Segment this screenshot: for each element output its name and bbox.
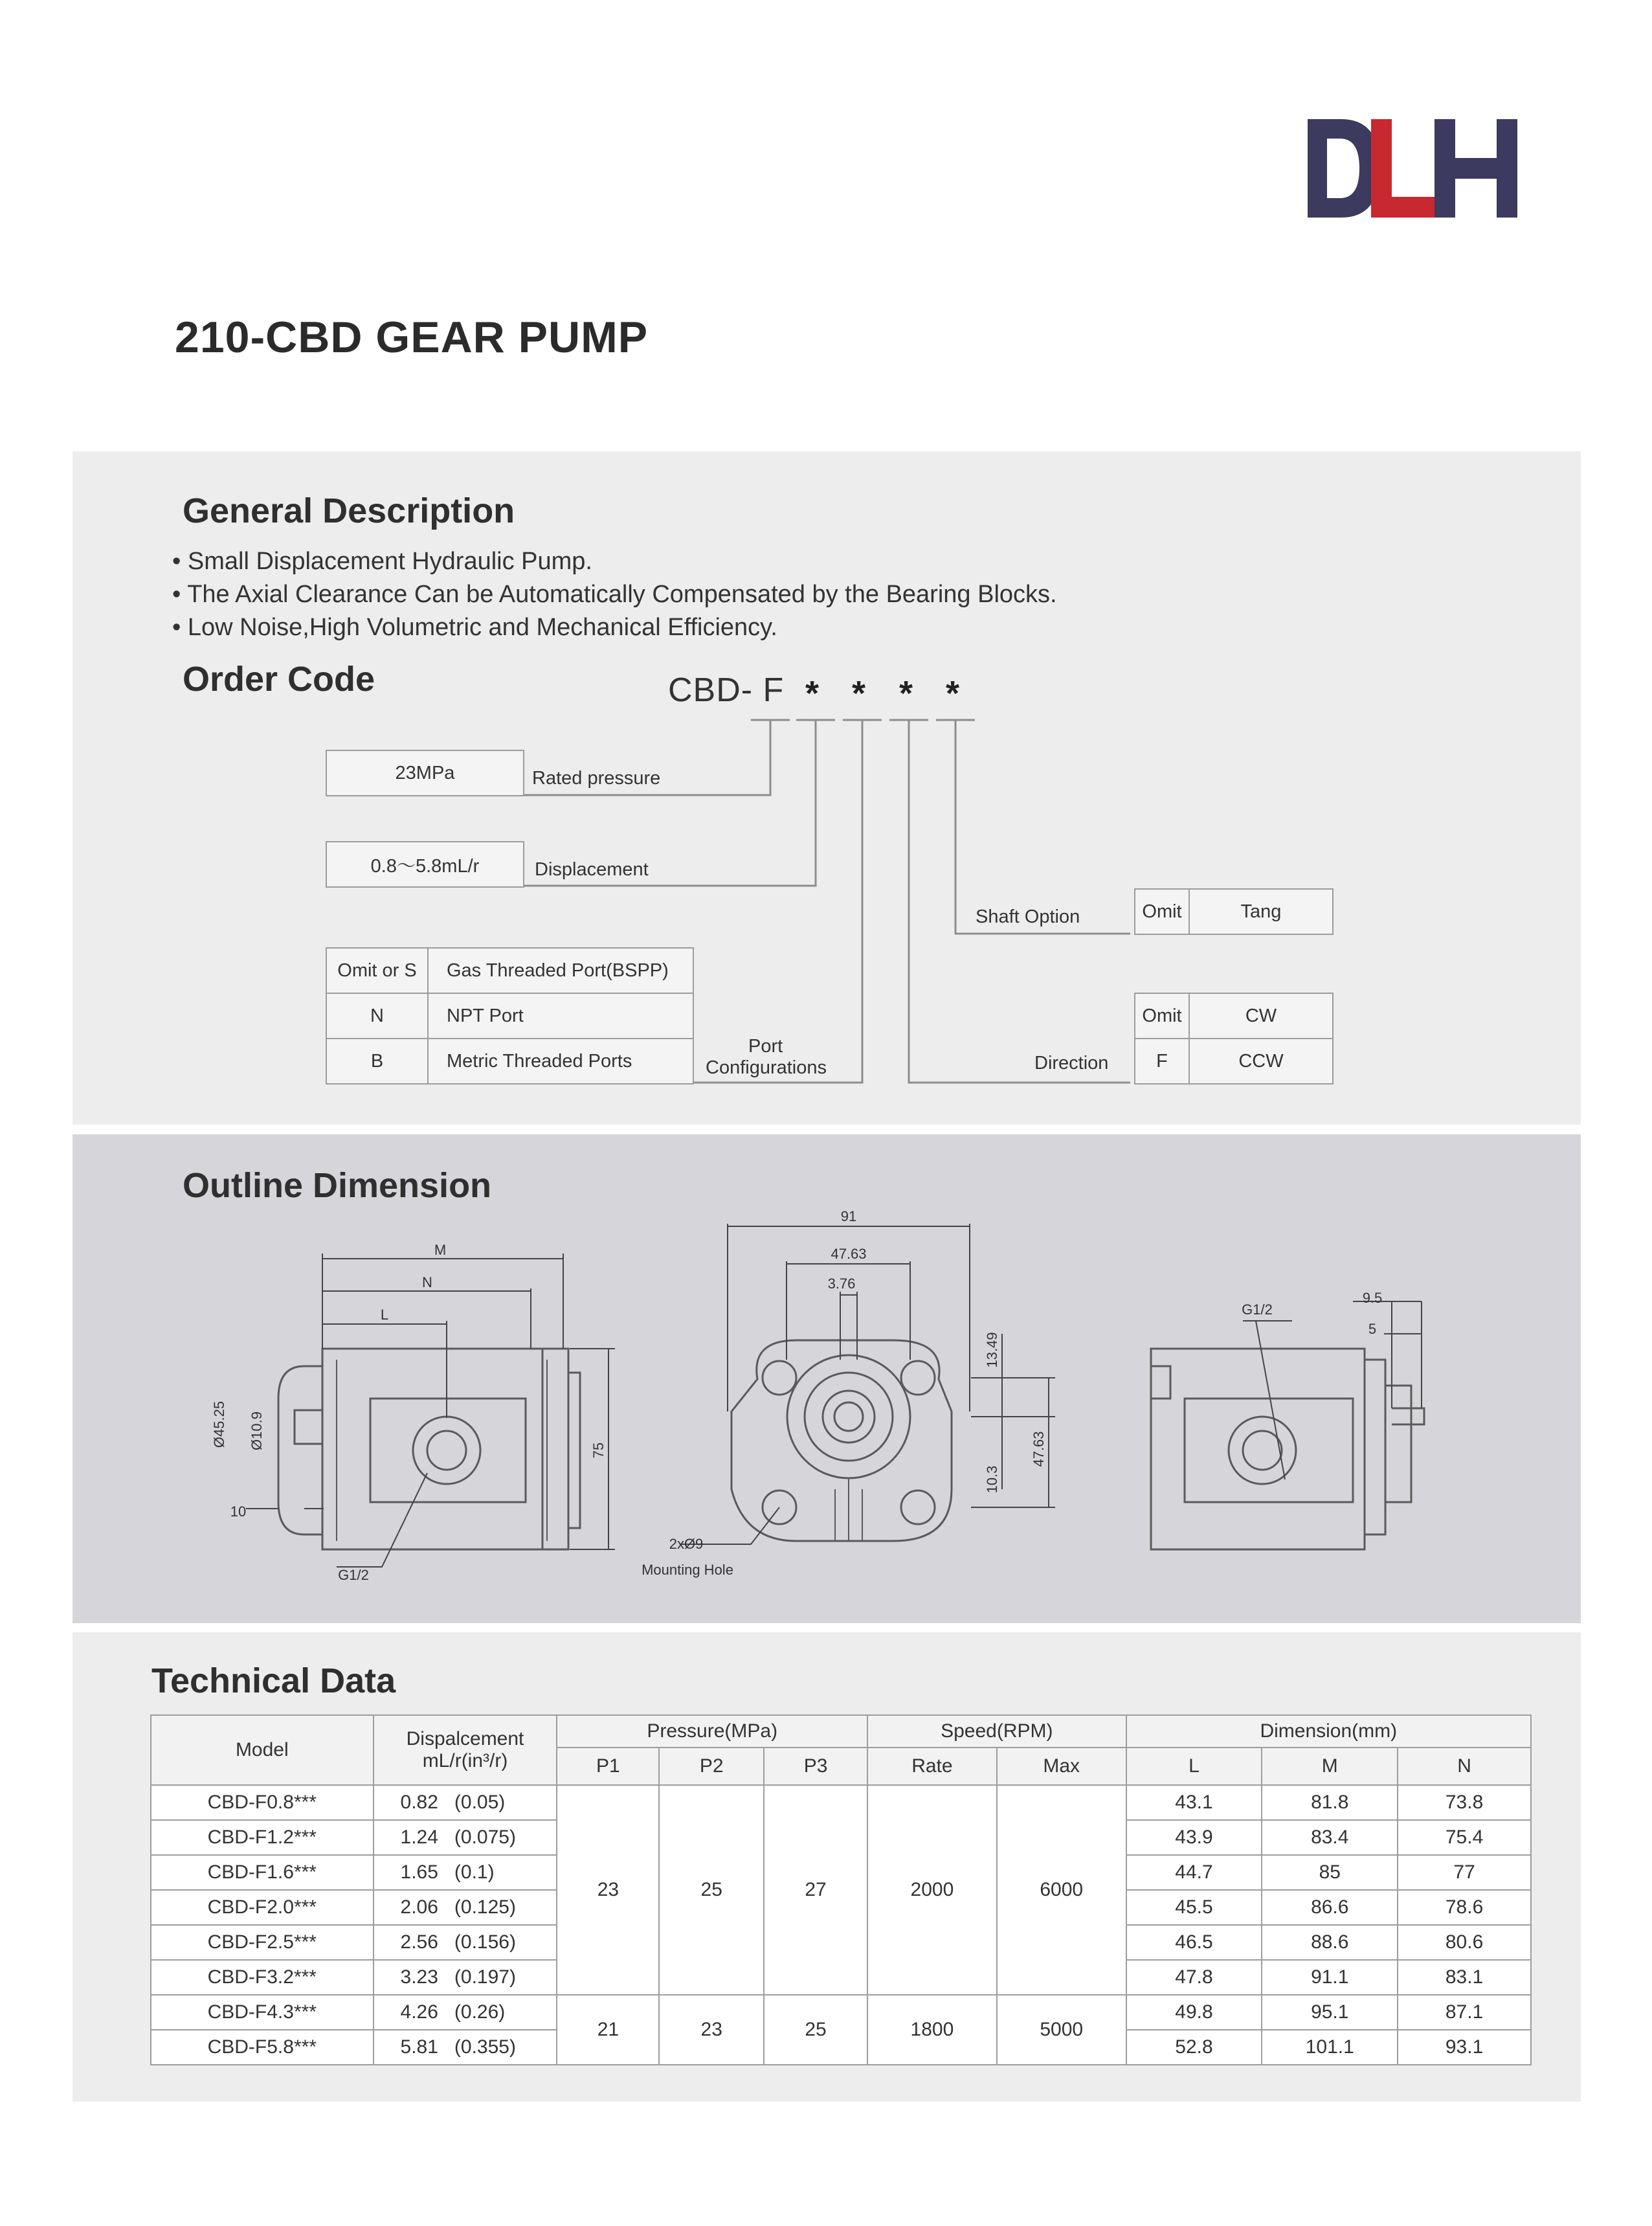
side-port-label: G1/2 bbox=[338, 1567, 369, 1583]
cell-max: 5000 bbox=[997, 1995, 1126, 2065]
shaft-option-code: Omit bbox=[1134, 888, 1190, 935]
shaft-option-label: Shaft Option bbox=[976, 906, 1080, 927]
feature-item: • The Axial Clearance Can be Automatically Compensated by the Bearing Blocks. bbox=[172, 578, 1057, 611]
cell-l: 47.8 bbox=[1126, 1960, 1262, 1995]
cell-l: 52.8 bbox=[1126, 2030, 1262, 2065]
cell-model: CBD-F1.6*** bbox=[151, 1855, 374, 1890]
end-dim-95: 9.5 bbox=[1362, 1290, 1383, 1306]
front-dim-103: 10.3 bbox=[984, 1465, 1000, 1494]
cell-m: 83.4 bbox=[1262, 1820, 1398, 1855]
cell-m: 81.8 bbox=[1262, 1785, 1398, 1820]
cell-m: 91.1 bbox=[1262, 1960, 1398, 1995]
code-star-4: * bbox=[946, 674, 960, 713]
cell-n: 87.1 bbox=[1398, 1995, 1531, 2030]
front-dim-4763-h: 47.63 bbox=[1031, 1431, 1047, 1467]
direction-value-1: CW bbox=[1189, 993, 1334, 1039]
header-max: Max bbox=[997, 1748, 1126, 1785]
general-description-heading: General Description bbox=[183, 491, 515, 530]
header-p2: P2 bbox=[659, 1748, 764, 1785]
header-p3: P3 bbox=[764, 1748, 867, 1785]
cell-l: 43.1 bbox=[1126, 1785, 1262, 1820]
cell-l: 45.5 bbox=[1126, 1890, 1262, 1925]
front-dim-4763-w: 47.63 bbox=[831, 1246, 867, 1262]
cell-n: 75.4 bbox=[1398, 1820, 1531, 1855]
header-p1: P1 bbox=[557, 1748, 659, 1785]
feature-item: • Low Noise,High Volumetric and Mechanical Efficiency. bbox=[172, 611, 1057, 644]
cell-displacement: 0.82 (0.05) bbox=[374, 1785, 557, 1820]
cell-n: 83.1 bbox=[1398, 1960, 1531, 1995]
cell-p2: 25 bbox=[659, 1785, 764, 1995]
port-desc-1: Gas Threaded Port(BSPP) bbox=[427, 947, 694, 994]
port-desc-2: NPT Port bbox=[427, 993, 694, 1039]
side-dim-n: N bbox=[422, 1274, 432, 1290]
header-l: L bbox=[1126, 1748, 1262, 1785]
end-dim-5: 5 bbox=[1368, 1321, 1377, 1337]
port-code-3: B bbox=[326, 1038, 429, 1085]
port-code-1: Omit or S bbox=[326, 947, 429, 994]
cell-rate: 1800 bbox=[867, 1995, 997, 2065]
displacement-value: 0.8～5.8mL/r bbox=[326, 841, 524, 888]
code-star-3: * bbox=[899, 674, 913, 713]
technical-data-heading: Technical Data bbox=[151, 1661, 396, 1700]
cell-m: 88.6 bbox=[1262, 1925, 1398, 1960]
header-rate: Rate bbox=[867, 1748, 997, 1785]
table-row bbox=[151, 1785, 1531, 1820]
technical-data-table bbox=[150, 1714, 1532, 2065]
cell-model: CBD-F3.2*** bbox=[151, 1960, 374, 1995]
header-displacement: Dispalcement mL/r(in³/r) bbox=[374, 1715, 557, 1785]
rated-pressure-label: Rated pressure bbox=[532, 768, 661, 789]
cell-rate: 2000 bbox=[867, 1785, 997, 1995]
header-dimension: Dimension(mm) bbox=[1126, 1715, 1531, 1748]
front-holes-label: 2xØ9 bbox=[669, 1536, 704, 1552]
rated-pressure-value: 23MPa bbox=[326, 750, 524, 796]
cell-n: 78.6 bbox=[1398, 1890, 1531, 1925]
order-code-heading: Order Code bbox=[183, 660, 375, 699]
front-dim-376: 3.76 bbox=[827, 1276, 856, 1292]
side-dim-75: 75 bbox=[590, 1442, 607, 1459]
cell-p2: 23 bbox=[659, 1995, 764, 2065]
cell-displacement: 1.65 (0.1) bbox=[374, 1855, 557, 1890]
header-speed: Speed(RPM) bbox=[867, 1715, 1126, 1748]
cell-l: 49.8 bbox=[1126, 1995, 1262, 2030]
direction-label: Direction bbox=[1034, 1053, 1109, 1074]
header-m: M bbox=[1262, 1748, 1398, 1785]
end-port-label: G1/2 bbox=[1242, 1301, 1273, 1318]
cell-m: 85 bbox=[1262, 1855, 1398, 1890]
side-dim-d45: Ø45.25 bbox=[211, 1400, 227, 1448]
code-star-2: * bbox=[852, 674, 866, 713]
cell-n: 77 bbox=[1398, 1855, 1531, 1890]
port-desc-3: Metric Threaded Ports bbox=[427, 1038, 694, 1085]
side-view-drawing bbox=[246, 1254, 615, 1567]
feature-item: • Small Displacement Hydraulic Pump. bbox=[172, 545, 1057, 578]
cell-p1: 23 bbox=[557, 1785, 659, 1995]
direction-code-2: F bbox=[1134, 1038, 1190, 1085]
cell-displacement: 5.81 (0.355) bbox=[374, 2030, 557, 2065]
side-dim-10: 10 bbox=[230, 1503, 247, 1520]
table-row bbox=[151, 1995, 1531, 2030]
cell-p1: 21 bbox=[557, 1995, 659, 2065]
page-title: 210-CBD GEAR PUMP bbox=[175, 313, 649, 362]
port-config-label-line2: Configurations bbox=[706, 1057, 827, 1078]
displacement-label: Displacement bbox=[535, 859, 649, 880]
shaft-option-value: Tang bbox=[1189, 888, 1334, 935]
front-mount-label: Mounting Hole bbox=[642, 1562, 733, 1578]
cell-m: 101.1 bbox=[1262, 2030, 1398, 2065]
cell-displacement: 3.23 (0.197) bbox=[374, 1960, 557, 1995]
cell-displacement: 4.26 (0.26) bbox=[374, 1995, 557, 2030]
cell-model: CBD-F5.8*** bbox=[151, 2030, 374, 2065]
cell-p3: 25 bbox=[764, 1995, 867, 2065]
cell-displacement: 1.24 (0.075) bbox=[374, 1820, 557, 1855]
cell-model: CBD-F2.5*** bbox=[151, 1925, 374, 1960]
side-dim-m: M bbox=[434, 1242, 447, 1258]
cell-l: 44.7 bbox=[1126, 1855, 1262, 1890]
cell-model: CBD-F4.3*** bbox=[151, 1995, 374, 2030]
cell-l: 46.5 bbox=[1126, 1925, 1262, 1960]
outline-dimension-heading: Outline Dimension bbox=[183, 1166, 492, 1205]
direction-code-1: Omit bbox=[1134, 993, 1190, 1039]
cell-model: CBD-F2.0*** bbox=[151, 1890, 374, 1925]
side-dim-l: L bbox=[380, 1307, 389, 1323]
front-dim-1349: 13.49 bbox=[984, 1332, 1000, 1368]
cell-n: 80.6 bbox=[1398, 1925, 1531, 1960]
header-n: N bbox=[1398, 1748, 1531, 1785]
header-pressure: Pressure(MPa) bbox=[557, 1715, 867, 1748]
order-code-prefix: CBD- F bbox=[668, 671, 785, 709]
cell-p3: 27 bbox=[764, 1785, 867, 1995]
cell-l: 43.9 bbox=[1126, 1820, 1262, 1855]
port-config-label-line1: Port bbox=[748, 1036, 783, 1057]
cell-model: CBD-F1.2*** bbox=[151, 1820, 374, 1855]
code-star-1: * bbox=[805, 674, 820, 713]
header-model: Model bbox=[151, 1715, 374, 1785]
front-view-drawing bbox=[680, 1224, 1055, 1544]
cell-m: 95.1 bbox=[1262, 1995, 1398, 2030]
direction-value-2: CCW bbox=[1189, 1038, 1334, 1085]
cell-n: 93.1 bbox=[1398, 2030, 1531, 2065]
cell-displacement: 2.56 (0.156) bbox=[374, 1925, 557, 1960]
side-dim-d10: Ø10.9 bbox=[249, 1411, 265, 1450]
port-code-2: N bbox=[326, 993, 429, 1039]
cell-model: CBD-F0.8*** bbox=[151, 1785, 374, 1820]
cell-n: 73.8 bbox=[1398, 1785, 1531, 1820]
cell-m: 86.6 bbox=[1262, 1890, 1398, 1925]
end-view-drawing bbox=[1151, 1301, 1424, 1549]
cell-displacement: 2.06 (0.125) bbox=[374, 1890, 557, 1925]
front-dim-91: 91 bbox=[840, 1208, 857, 1224]
cell-max: 6000 bbox=[997, 1785, 1126, 1995]
